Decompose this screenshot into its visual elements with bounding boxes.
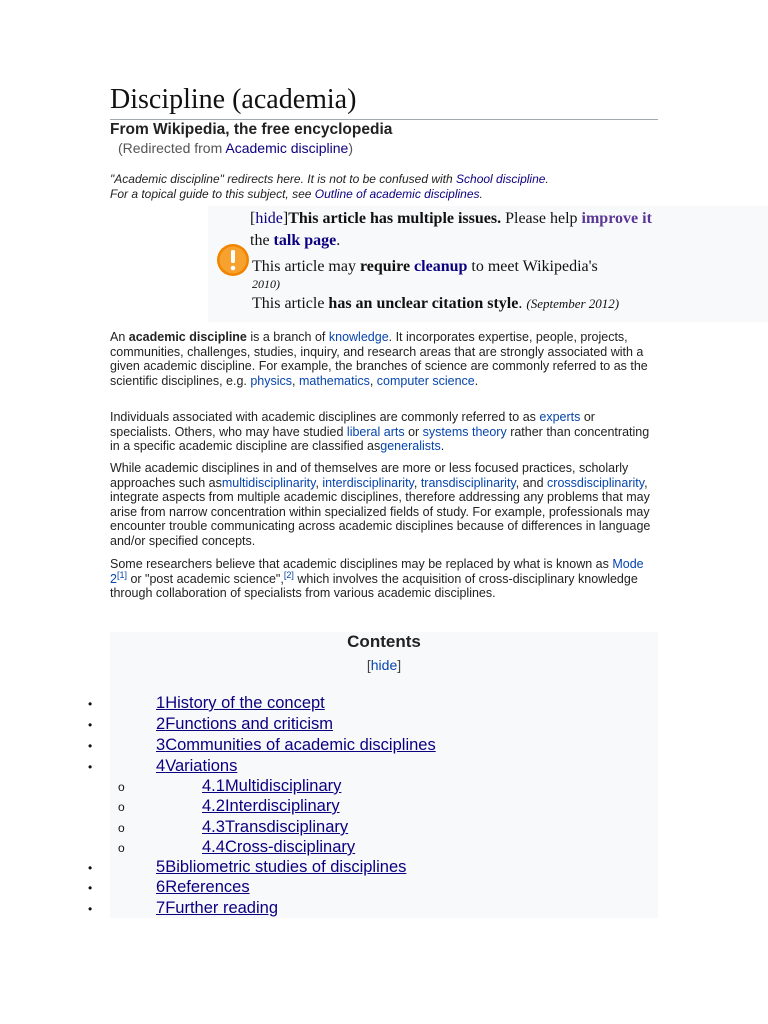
bold-term: academic discipline (128, 330, 247, 344)
text: , (292, 373, 299, 388)
toc-link[interactable] (156, 715, 333, 733)
hatnote-end: . (545, 172, 549, 186)
toc-hide-bracket: ] (397, 657, 402, 673)
cleanup-text: This article may (252, 258, 360, 275)
toc-link[interactable] (156, 899, 278, 917)
toc-number: 5 (156, 858, 166, 876)
bullet: • (88, 739, 93, 753)
toc-label: Cross-disciplinary (224, 838, 356, 856)
citation-end: . (518, 295, 523, 312)
text: or (404, 424, 423, 439)
text: , (369, 373, 377, 388)
hatnote-redirect (110, 172, 549, 186)
mathematics-link[interactable]: mathematics (298, 373, 370, 388)
toc-label: Interdisciplinary (224, 797, 340, 815)
text: which involves the acquisition of cross-disciplinary knowledge through collaboration of specialists from various academic disciplines. (110, 571, 638, 600)
text: or specialists. Others, who may have studied (110, 410, 595, 439)
issues-text: . (336, 232, 341, 249)
warning-icon (216, 243, 250, 277)
toc-subitem[interactable] (202, 837, 355, 857)
bullet: • (88, 881, 93, 895)
text: , integrate aspects from multiple academic disciplines, therefore addressing any problems that may arise from narrow concentration within specialized fields of study. For example, professionals may encounter trouble communicating across academic disciplines because of differences in language and/or specified concepts. (110, 475, 651, 548)
text: , (413, 475, 421, 490)
bullet: • (88, 760, 93, 774)
talk-page-link[interactable]: talk page (273, 232, 337, 249)
paragraph-4 (110, 557, 658, 601)
issues-line-1: [hide]This article has multiple issues. Please help improve it (250, 210, 652, 227)
toc-hide (110, 657, 658, 673)
toc-item[interactable] (156, 756, 237, 776)
toc-item[interactable] (156, 714, 333, 734)
citation-bold: has an unclear citation style (328, 295, 519, 312)
toc-label: Bibliometric studies of disciplines (165, 858, 407, 876)
paragraph-2 (110, 410, 658, 454)
toc-label: Functions and criticism (165, 715, 333, 733)
toc-label: Variations (165, 757, 238, 775)
toc-number: 1 (156, 694, 166, 712)
toc-number: 3 (156, 736, 166, 754)
text: While academic disciplines in and of themselves are more or less focused practices, scholarly approaches such as (110, 461, 629, 490)
reference-1-link[interactable]: [1] (116, 569, 127, 580)
text: . It incorporates expertise, people, projects, communities, challenges, studies, inquiry, and research areas that are strongly associated with a given academic discipline. For example, the branches of science are commonly referred to as the scientific disciplines, e.g. (110, 330, 648, 388)
hatnote-text: "Academic discipline" redirects here. It is not to be confused with (110, 172, 457, 186)
toc-label: References (165, 878, 250, 896)
mode-2-link[interactable]: Mode 2 (110, 557, 644, 586)
systems-theory-link[interactable]: systems theory (422, 424, 507, 439)
improve-it-link[interactable]: improve it (581, 210, 652, 227)
text: Individuals associated with academic disciplines are commonly referred to as (110, 410, 540, 424)
text: Some researchers believe that academic disciplines may be replaced by what is known as (110, 557, 613, 571)
text: or "post academic science", (126, 571, 284, 586)
bullet: • (88, 697, 93, 711)
issues-line-2 (250, 232, 340, 250)
citation-date: (September 2012) (526, 296, 620, 311)
toc-number: 7 (156, 899, 166, 917)
cleanup-text: to meet Wikipedia's (467, 258, 598, 275)
sub-bullet: o (118, 821, 125, 835)
text: An (110, 330, 129, 344)
paragraph-3 (110, 461, 658, 548)
liberal-arts-link[interactable]: liberal arts (346, 424, 405, 439)
text: . (474, 373, 479, 388)
citation-notice (252, 295, 619, 313)
transdisciplinarity-link[interactable]: transdisciplinarity (420, 475, 516, 490)
toc-subitem[interactable] (202, 817, 348, 837)
cleanup-bold: require (359, 258, 411, 275)
text: rather than concentrating in a specific academic discipline are classified as (110, 424, 650, 453)
toc-item[interactable] (156, 877, 250, 897)
multidisciplinarity-link[interactable]: multidisciplinarity (221, 475, 316, 490)
issues-text: the (250, 232, 274, 249)
toc-number: 4.3 (202, 818, 225, 836)
toc-label: History of the concept (165, 694, 325, 712)
paragraph-1 (110, 330, 658, 388)
hatnote-text: For a topical guide to this subject, see (110, 187, 315, 201)
toc-item[interactable] (156, 693, 325, 713)
physics-link[interactable]: physics (250, 373, 293, 388)
sub-bullet: o (118, 780, 125, 794)
issues-text: Please help (501, 210, 582, 227)
outline-link[interactable]: Outline of academic disciplines (314, 187, 480, 201)
toc-link[interactable] (156, 878, 250, 896)
redirect-suffix: ) (348, 140, 353, 156)
text: , (315, 475, 323, 490)
text: is a branch of (246, 330, 329, 344)
bullet: • (88, 861, 93, 875)
crossdisciplinarity-link[interactable]: crossdisciplinarity (547, 475, 645, 490)
issues-hide-link[interactable]: hide (255, 210, 283, 227)
sub-bullet: o (118, 800, 125, 814)
toc-link[interactable] (156, 736, 436, 754)
toc-number: 4.1 (202, 777, 225, 795)
toc-label: Multidisciplinary (224, 777, 342, 795)
toc-link[interactable] (156, 858, 406, 876)
toc-number: 4.4 (202, 838, 225, 856)
knowledge-link[interactable]: knowledge (328, 330, 389, 344)
interdisciplinarity-link[interactable]: interdisciplinarity (322, 475, 414, 490)
toc-number: 4 (156, 757, 166, 775)
toc-item[interactable] (156, 735, 436, 755)
cleanup-link[interactable]: cleanup (414, 258, 468, 275)
toc-label: Further reading (165, 899, 278, 917)
issues-heading: This article has multiple issues. (288, 210, 502, 227)
hatnote-outline (110, 187, 483, 201)
toc-title: Contents (347, 632, 421, 651)
toc-link[interactable] (202, 838, 355, 856)
hatnote-end: . (479, 187, 483, 201)
school-discipline-link[interactable]: School discipline (456, 172, 546, 186)
reference-2-link[interactable]: [2] (283, 569, 294, 580)
toc-item[interactable] (156, 898, 278, 918)
toc-link[interactable] (156, 757, 237, 775)
generalists-link[interactable]: generalists (380, 439, 441, 453)
cleanup-date: 2010) (252, 277, 280, 291)
toc-subitem[interactable] (202, 776, 341, 796)
computer-science-link[interactable]: computer science (376, 373, 475, 388)
text: , and (515, 475, 548, 490)
bullet: • (88, 718, 93, 732)
toc-hide-link[interactable]: hide (370, 657, 398, 673)
cleanup-notice (252, 258, 598, 276)
toc-number: 4.2 (202, 797, 225, 815)
toc-link[interactable] (202, 797, 340, 815)
toc-link[interactable] (202, 818, 348, 836)
bullet: • (88, 902, 93, 916)
tagline: From Wikipedia, the free encyclopedia (110, 121, 393, 138)
toc-link[interactable] (156, 694, 325, 712)
citation-text: This article (252, 295, 329, 312)
toc-label: Communities of academic disciplines (165, 736, 436, 754)
multiple-issues-box (208, 206, 768, 322)
text: . (440, 439, 445, 453)
sub-bullet: o (118, 841, 125, 855)
toc-number: 6 (156, 878, 166, 896)
toc-link[interactable] (202, 777, 341, 795)
toc-subitem[interactable] (202, 796, 340, 816)
toc-hide-bracket: [ (366, 657, 371, 673)
redirect-prefix: (Redirected from (118, 140, 226, 156)
redirect-link[interactable]: Academic discipline (225, 140, 349, 156)
toc-label: Transdisciplinary (224, 818, 349, 836)
toc-number: 2 (156, 715, 166, 733)
experts-link[interactable]: experts (539, 410, 581, 424)
page-title: Discipline (academia) (110, 82, 658, 120)
redirect-note (118, 140, 353, 156)
toc-item[interactable] (156, 857, 406, 877)
